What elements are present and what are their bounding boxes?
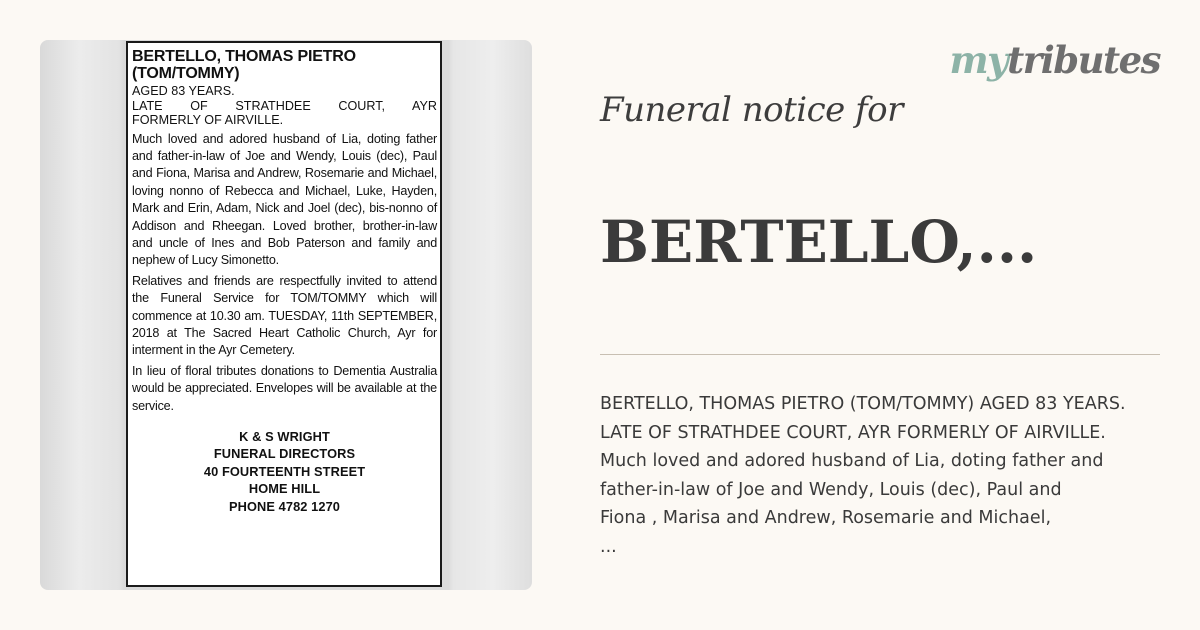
logo-part-tributes: tributes — [1007, 38, 1160, 82]
notice-name-line-1: BERTELLO, THOMAS PIETRO — [132, 48, 356, 65]
notice-age: AGED 83 YEARS. — [132, 84, 235, 98]
summary-ellipsis: ... — [600, 536, 617, 557]
mytributes-logo — [949, 38, 1160, 82]
summary-line: father-in-law of Joe and Wendy, Louis (dec), Paul and — [600, 479, 1062, 500]
notice-funeral-director — [132, 428, 437, 515]
notice-summary — [600, 390, 1190, 562]
notice-footer-line: K & S WRIGHT — [239, 429, 330, 444]
notice-footer-line: 40 FOURTEENTH STREET — [203, 463, 366, 479]
page-kicker: Funeral notice for — [600, 90, 903, 130]
summary-line: Much loved and adored husband of Lia, doting father and — [600, 451, 1104, 472]
newspaper-notice-image — [126, 41, 442, 587]
summary-line: LATE OF STRATHDEE COURT, AYR FORMERLY OF AIRVILLE. — [600, 422, 1106, 443]
divider — [600, 354, 1160, 355]
summary-line: Fiona , Marisa and Andrew, Rosemarie and Michael, — [600, 508, 1052, 529]
notice-footer-line: PHONE 4782 1270 — [228, 498, 341, 514]
notice-paragraph-service: Relatives and friends are respectfully invited to attend the Funeral Service for TOM/TOMMY which will commence at 10.30 am. TUESDAY, 11th SEPTEMBER, 2018 at The Sacred Heart Catholic Church, Ayr for interment in the Ayr Cemetery. — [132, 273, 437, 358]
notice-name-line-2: (TOM/TOMMY) — [132, 65, 240, 82]
summary-line: BERTELLO, THOMAS PIETRO (TOM/TOMMY) AGED 83 YEARS. — [600, 394, 1126, 414]
page-title: BERTELLO,... — [600, 208, 1038, 276]
notice-residence-line-1: LATE OF STRATHDEE COURT, AYR — [132, 98, 437, 113]
logo-part-my: my — [949, 38, 1008, 82]
notice-paragraph-donations: In lieu of floral tributes donations to Dementia Australia would be appreciated. Envelopes will be available at the service. — [132, 363, 437, 413]
notice-paragraph-family: Much loved and adored husband of Lia, doting father and father-in-law of Joe and Wendy, Louis (dec), Paul and Fiona, Marisa and Andrew, Rosemarie and Michael, loving nonno of Rebecca and Michael, Luke, Hayden, Mark and Erin, Adam, Nick and Joel (dec), bis-nonno of Addison and Rheegan. Loved brother, brother-in-law and uncle of Ines and Bob Paterson and family and nephew of Lucy Simonetto. — [132, 131, 437, 268]
notice-footer-line: HOME HILL — [248, 481, 321, 497]
notice-image-frame — [40, 40, 532, 590]
notice-footer-line: FUNERAL DIRECTORS — [213, 446, 356, 462]
notice-residence-line-2: FORMERLY OF AIRVILLE. — [132, 113, 284, 127]
